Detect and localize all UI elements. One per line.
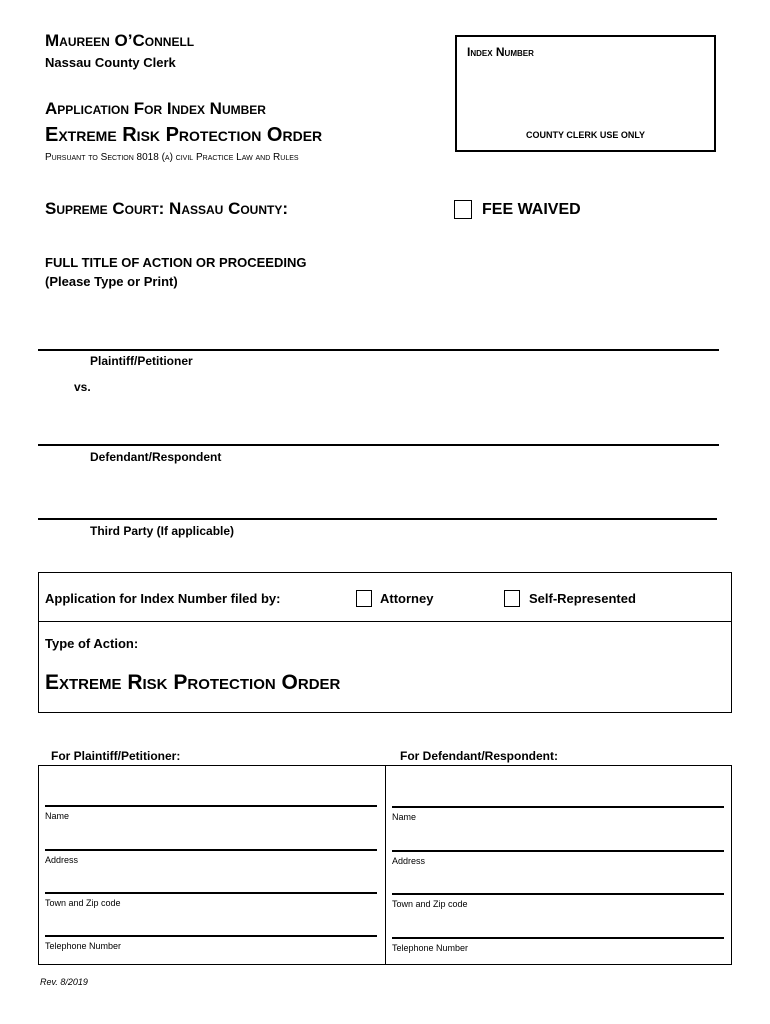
- filing-box: [38, 572, 732, 713]
- type-of-action-value: Extreme Risk Protection Order: [45, 671, 341, 694]
- clerk-office: Nassau County Clerk: [45, 55, 176, 70]
- defendant-telephone-line[interactable]: [392, 937, 724, 939]
- self-represented-checkbox[interactable]: [504, 590, 520, 607]
- plaintiff-name-line[interactable]: [45, 805, 377, 807]
- self-represented-label: Self-Represented: [529, 591, 636, 606]
- defendant-town-zip-line[interactable]: [392, 893, 724, 895]
- plaintiff-line[interactable]: [38, 349, 719, 351]
- application-title: Application For Index Number: [45, 99, 266, 118]
- index-number-label: Index Number: [467, 45, 534, 59]
- plaintiff-name-label: Name: [45, 811, 70, 821]
- filing-divider: [39, 621, 731, 622]
- defendant-telephone-label: Telephone Number: [392, 943, 469, 953]
- order-title: Extreme Risk Protection Order: [45, 124, 323, 146]
- title-of-action-instruction: (Please Type or Print): [45, 274, 178, 289]
- fee-waived-checkbox[interactable]: [454, 200, 472, 219]
- clerk-name: Maureen O’Connell: [45, 31, 195, 50]
- fee-waived-label: FEE WAIVED: [482, 201, 581, 218]
- title-of-action-heading: FULL TITLE OF ACTION OR PROCEEDING: [45, 255, 307, 270]
- contacts-divider: [385, 766, 386, 964]
- pursuant-statement: Pursuant to Section 8018 (a) civil Practice Law and Rules: [45, 152, 299, 163]
- revision-note: Rev. 8/2019: [40, 977, 88, 987]
- defendant-address-label: Address: [392, 856, 426, 866]
- defendant-label: Defendant/Respondent: [90, 450, 222, 464]
- filed-by-label: Application for Index Number filed by:: [45, 591, 281, 606]
- third-party-label: Third Party (If applicable): [90, 524, 235, 538]
- plaintiff-contact-heading: For Plaintiff/Petitioner:: [51, 749, 181, 763]
- defendant-name-label: Name: [392, 812, 417, 822]
- attorney-checkbox[interactable]: [356, 590, 372, 607]
- plaintiff-address-label: Address: [45, 855, 79, 865]
- court-label: Supreme Court: Nassau County:: [45, 199, 289, 218]
- attorney-label: Attorney: [380, 591, 434, 606]
- plaintiff-telephone-label: Telephone Number: [45, 941, 122, 951]
- county-clerk-use-only: COUNTY CLERK USE ONLY: [525, 130, 646, 140]
- defendant-line[interactable]: [38, 444, 719, 446]
- plaintiff-telephone-line[interactable]: [45, 935, 377, 937]
- type-of-action-label: Type of Action:: [45, 636, 139, 651]
- plaintiff-label: Plaintiff/Petitioner: [90, 354, 193, 368]
- index-number-box: [455, 35, 716, 152]
- plaintiff-town-zip-label: Town and Zip code: [45, 898, 121, 908]
- plaintiff-address-line[interactable]: [45, 849, 377, 851]
- defendant-name-line[interactable]: [392, 806, 724, 808]
- defendant-town-zip-label: Town and Zip code: [392, 899, 468, 909]
- plaintiff-town-zip-line[interactable]: [45, 892, 377, 894]
- contacts-box: [38, 765, 732, 965]
- defendant-address-line[interactable]: [392, 850, 724, 852]
- versus-label: vs.: [74, 380, 91, 394]
- defendant-contact-heading: For Defendant/Respondent:: [400, 749, 558, 763]
- third-party-line[interactable]: [38, 518, 717, 520]
